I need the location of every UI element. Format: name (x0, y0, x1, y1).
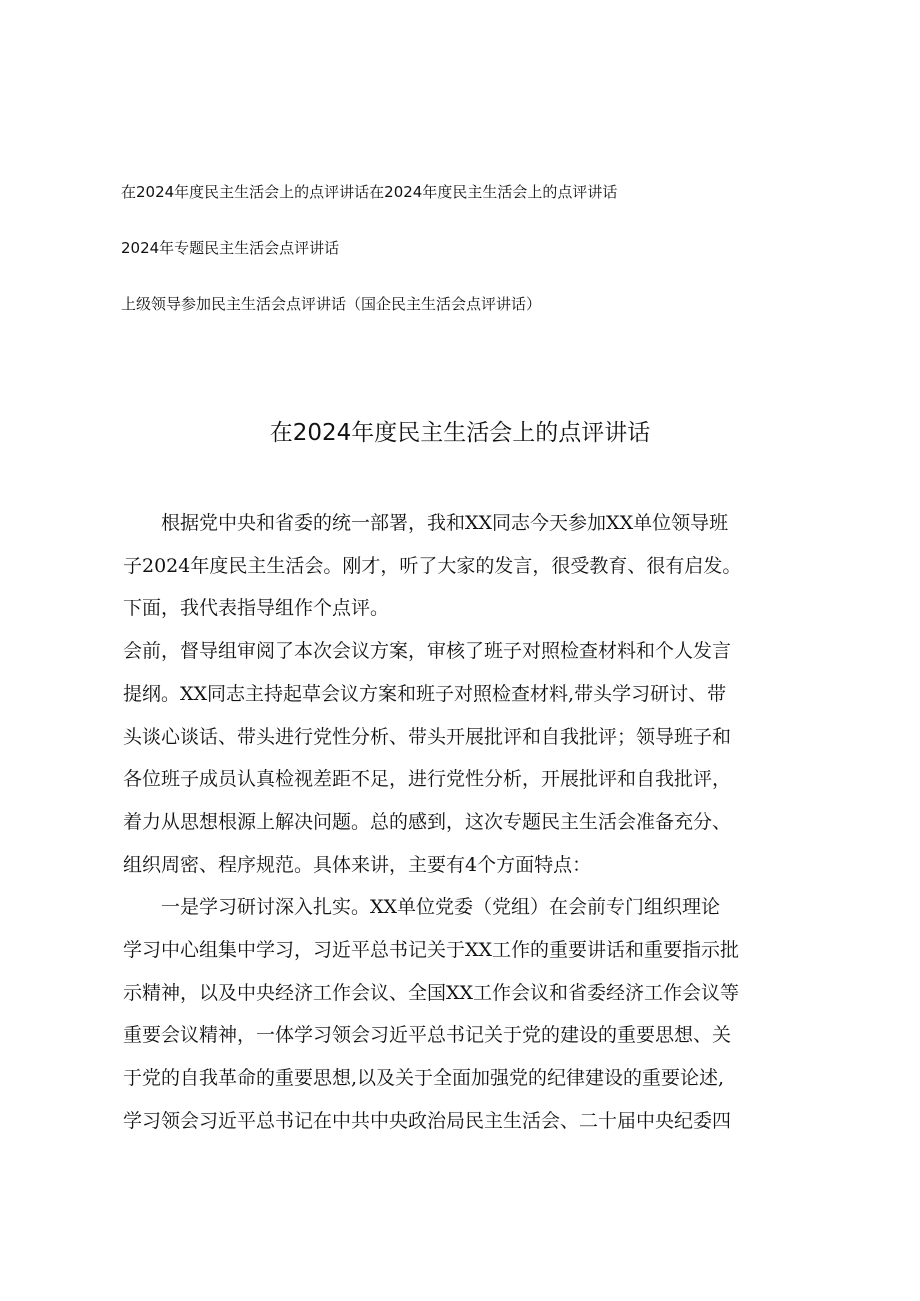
paragraph-study (123, 886, 813, 1142)
text-line: 提纲。XX同志主持起草会议方案和班子对照检查材料,带头学习研讨、带 (123, 682, 727, 705)
paragraph-intro (123, 502, 813, 630)
related-title-1: 在2024年度民主生活会上的点评讲话在2024年度民主生活会上的点评讲话 (121, 183, 618, 201)
text-line: 根据党中央和省委的统一部署，我和XX同志今天参加XX单位领导班 (161, 512, 729, 534)
text-line: 组织周密、程序规范。具体来讲，主要有4个方面特点： (123, 853, 592, 876)
text-line: 于党的自我革命的重要思想,以及关于全面加强党的纪律建设的重要论述, (123, 1067, 725, 1090)
text-line: 会前，督导组审阅了本次会议方案，审核了班子对照检查材料和个人发言 (123, 640, 732, 663)
text-line: 一是学习研讨深入扎实。XX单位党委（党组）在会前专门组织理论 (161, 896, 721, 919)
related-title-2: 2024年专题民主生活会点评讲话 (121, 239, 340, 257)
text-line: 各位班子成员认真检视差距不足，进行党性分析，开展批评和自我批评， (123, 768, 732, 791)
text-line: 着力从思想根源上解决问题。总的感到，这次专题民主生活会准备充分、 (123, 810, 732, 833)
text-line: 头谈心谈话、带头进行党性分析、带头开展批评和自我批评；领导班子和 (123, 725, 732, 748)
related-titles-list (121, 181, 821, 349)
text-line: 学习领会习近平总书记在中共中央政治局民主生活会、二十届中央纪委四 (123, 1109, 732, 1132)
text-line: 示精神，以及中央经济工作会议、全国XX工作会议和省委经济工作会议等 (123, 981, 740, 1004)
text-line: 重要会议精神，一体学习领会习近平总书记关于党的建设的重要思想、关 (123, 1024, 732, 1047)
text-line: 学习中心组集中学习，习近平总书记关于XX工作的重要讲话和重要指示批 (123, 939, 740, 962)
paragraph-preparation (123, 630, 813, 886)
text-line: 子2024年度民主生活会。刚才，听了大家的发言，很受教育、很有启发。 (123, 554, 742, 577)
document-body (123, 502, 813, 1143)
document-title: 在2024年度民主生活会上的点评讲话 (269, 420, 651, 446)
related-title-3: 上级领导参加民主生活会点评讲话（国企民主生活会点评讲话） (121, 295, 542, 313)
text-line: 下面，我代表指导组作个点评。 (123, 597, 390, 620)
